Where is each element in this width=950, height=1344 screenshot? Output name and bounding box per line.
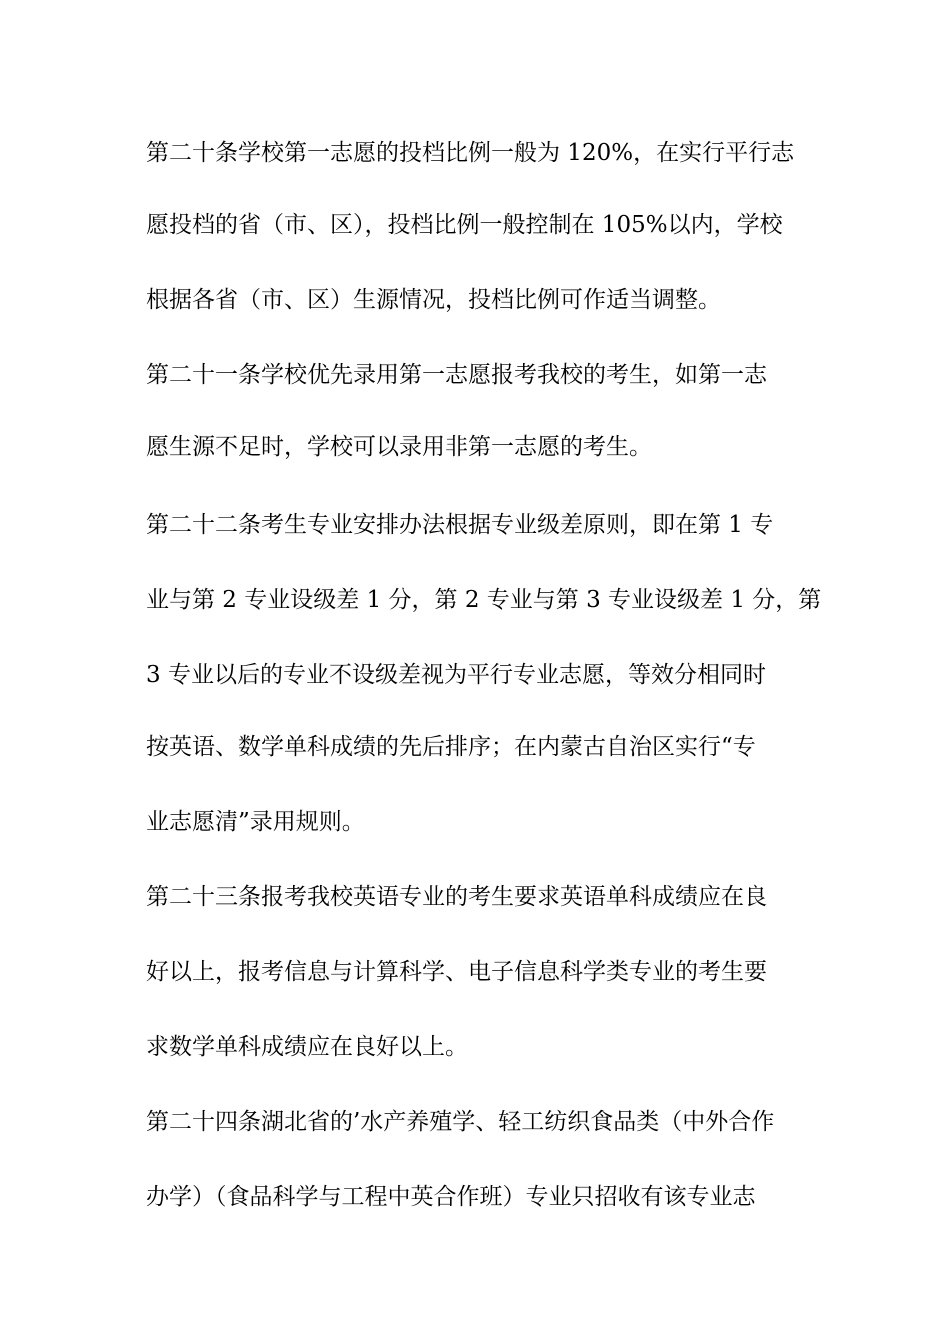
text-line-1: 第二十条学校第一志愿的投档比例一般为 120%，在实行平行志 — [146, 140, 795, 166]
text-line-3: 根据各省（市、区）生源情况，投档比例可作适当调整。 — [146, 287, 721, 313]
text-line-13: 求数学单科成绩应在良好以上。 — [146, 1034, 468, 1060]
text-line-11: 第二十三条报考我校英语专业的考生要求英语单科成绩应在良 — [146, 884, 767, 910]
text-line-12: 好以上，报考信息与计算科学、电子信息科学类专业的考生要 — [146, 959, 767, 985]
text-line-10: 业志愿清”录用规则。 — [146, 809, 365, 835]
text-line-7: 业与第 2 专业设级差 1 分，第 2 专业与第 3 专业设级差 1 分，第 — [146, 587, 822, 613]
text-line-2: 愿投档的省（市、区），投档比例一般控制在 105%以内，学校 — [146, 212, 783, 238]
text-line-5: 愿生源不足时，学校可以录用非第一志愿的考生。 — [146, 434, 652, 460]
text-line-15: 办学）（食品科学与工程中英合作班）专业只招收有该专业志 — [146, 1184, 756, 1210]
text-line-4: 第二十一条学校优先录用第一志愿报考我校的考生，如第一志 — [146, 362, 767, 388]
text-line-6: 第二十二条考生专业安排办法根据专业级差原则，即在第 1 专 — [146, 512, 774, 538]
text-line-14: 第二十四条湖北省的’水产养殖学、轻工纺织食品类（中外合作 — [146, 1109, 775, 1135]
text-line-9: 按英语、数学单科成绩的先后排序；在内蒙古自治区实行“专 — [146, 734, 756, 760]
text-line-8: 3 专业以后的专业不设级差视为平行专业志愿，等效分相同时 — [146, 662, 766, 688]
